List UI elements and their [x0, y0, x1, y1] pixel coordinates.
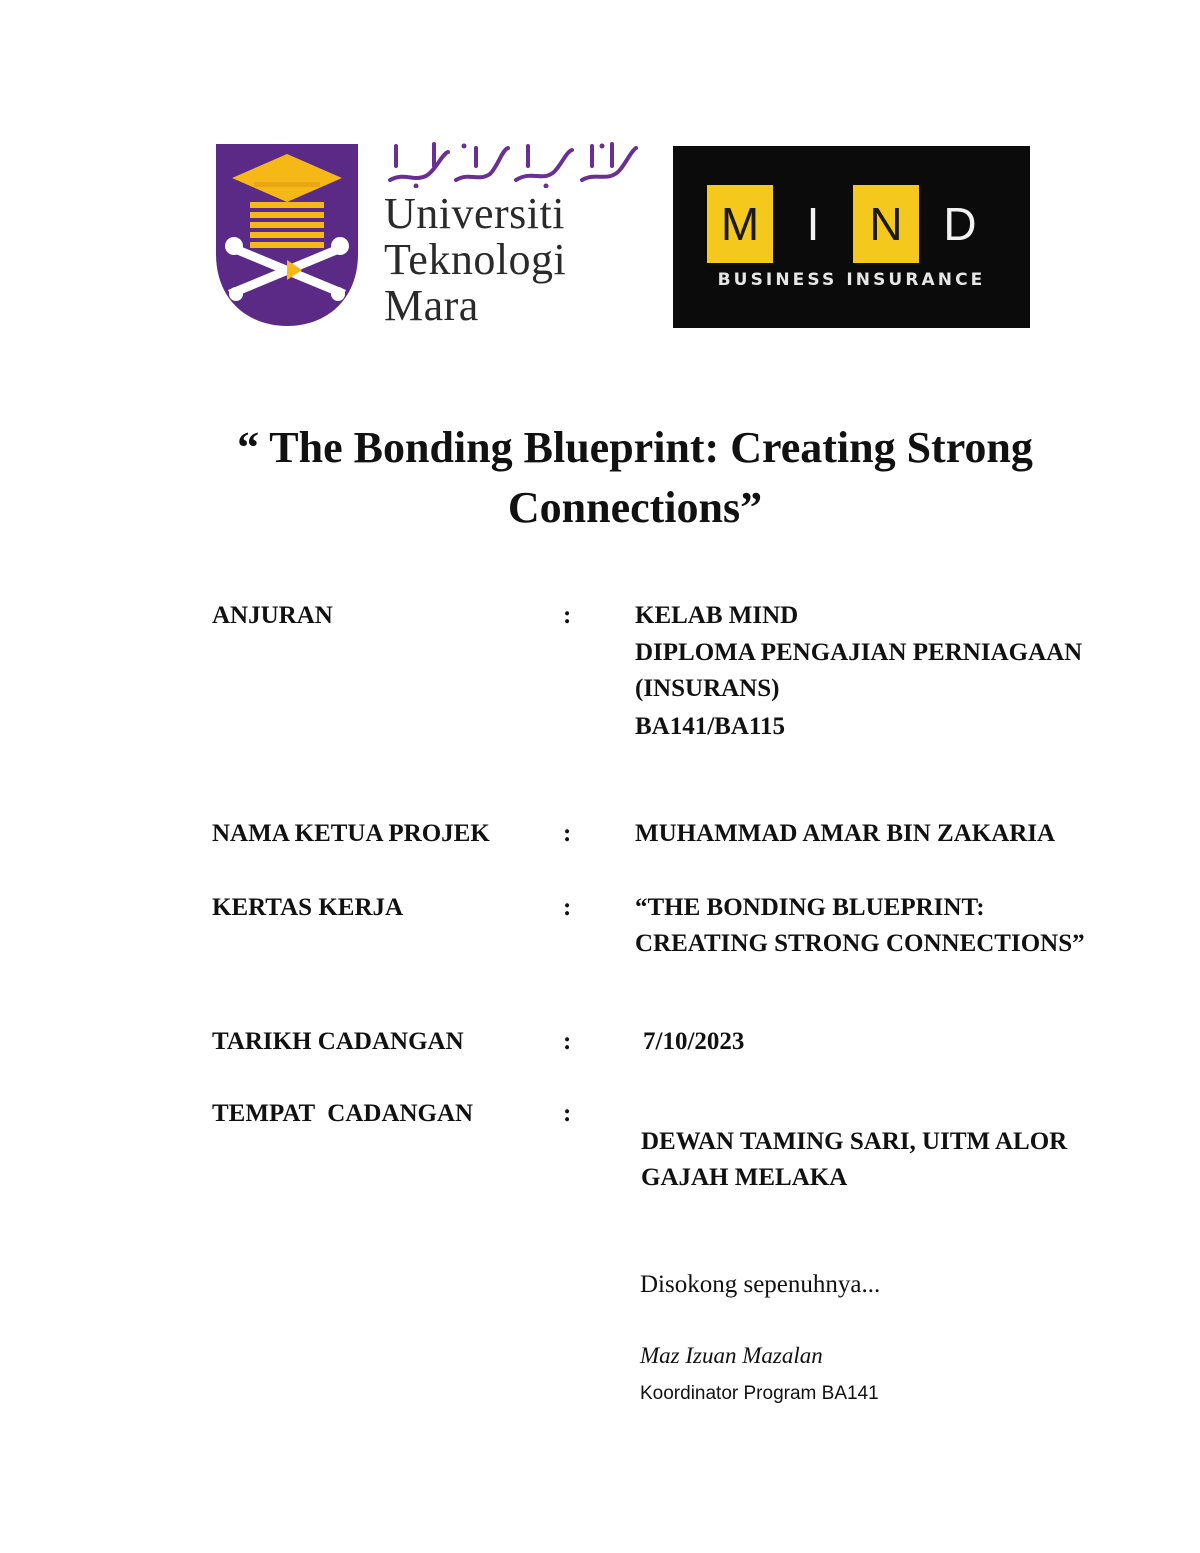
anjuran-value-line-2: DIPLOMA PENGAJIAN PERNIAGAAN — [635, 639, 1083, 666]
kertas-kerja-colon: : — [563, 894, 572, 921]
ketua-projek-value: MUHAMMAD AMAR BIN ZAKARIA — [635, 820, 1056, 847]
uitm-jawi-wordmark — [386, 142, 641, 188]
kertas-kerja-value-line-2: CREATING STRONG CONNECTIONS” — [635, 930, 1085, 957]
tarikh-cadangan-colon: : — [563, 1028, 572, 1055]
uitm-crest-icon — [214, 142, 364, 327]
uitm-wordmark-mara: Mara — [384, 281, 479, 330]
uitm-logo — [214, 142, 644, 330]
anjuran-label: ANJURAN — [212, 602, 333, 629]
ketua-projek-label: NAMA KETUA PROJEK — [212, 820, 490, 847]
mind-logo-letter-n: N — [869, 198, 903, 250]
anjuran-value-line-3: (INSURANS) — [635, 675, 780, 702]
tempat-cadangan-label: TEMPAT CADANGAN — [212, 1100, 474, 1127]
tarikh-cadangan-value: 7/10/2023 — [643, 1028, 745, 1055]
mind-logo-subtitle: BUSINESS INSURANCE — [717, 270, 986, 290]
tempat-cadangan-colon: : — [563, 1100, 572, 1127]
document-title-line-1: “ The Bonding Blueprint: Creating Strong — [237, 423, 1033, 472]
endorsement-support-text: Disokong sepenuhnya... — [640, 1271, 881, 1298]
document-title — [150, 418, 1120, 538]
mind-logo-letter-d: D — [943, 198, 977, 250]
uitm-wordmark-universiti: Universiti — [384, 189, 565, 238]
anjuran-value-line-1: KELAB MIND — [635, 602, 799, 629]
tempat-cadangan-value-line-1: DEWAN TAMING SARI, UITM ALOR — [641, 1128, 1068, 1155]
document-title-line-2: Connections” — [507, 483, 763, 532]
kertas-kerja-label: KERTAS KERJA — [212, 894, 404, 921]
anjuran-value-line-4: BA141/BA115 — [635, 713, 786, 740]
endorsement-signer-role: Koordinator Program BA141 — [640, 1383, 879, 1404]
mind-business-insurance-logo — [673, 146, 1030, 328]
mind-logo-letter-m: M — [720, 198, 760, 250]
mind-logo-letter-i: I — [806, 198, 820, 250]
tarikh-cadangan-label: TARIKH CADANGAN — [212, 1028, 464, 1055]
uitm-wordmark-teknologi: Teknologi — [384, 235, 567, 284]
endorsement-signer-name: Maz Izuan Mazalan — [640, 1343, 823, 1368]
anjuran-colon: : — [563, 602, 572, 629]
tempat-cadangan-value-line-2: GAJAH MELAKA — [641, 1164, 848, 1191]
kertas-kerja-value-line-1: “THE BONDING BLUEPRINT: — [635, 894, 985, 921]
ketua-projek-colon: : — [563, 820, 572, 847]
